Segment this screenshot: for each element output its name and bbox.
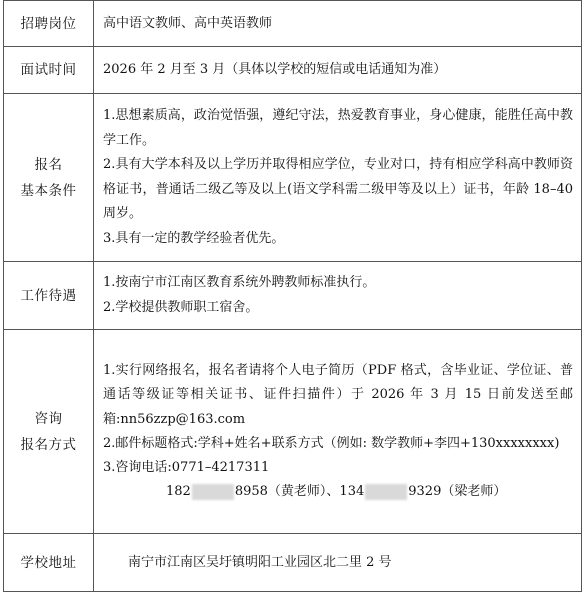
requirement-item: 3.具有一定的教学经验者优先。 [103,230,285,246]
redacted-blur [365,484,407,500]
application-item: 2.邮件标题格式:学科+姓名+联系方式（例如: 数学教师+李四+130xxxxxxxx) [103,436,560,452]
row-label-address [4,534,94,592]
phone-prefix: 182 [166,484,191,500]
row-content-application [94,330,582,534]
row-label-position [4,1,94,47]
phone-prefix: 134 [339,484,365,500]
benefit-item: 2.学校提供教师职工宿舍。 [103,299,259,315]
table-row [4,47,582,94]
phone-suffix: 8958（黄老师）、 [234,484,340,500]
label-text: 报名方式 [20,436,77,453]
address-text: 南宁市江南区吴圩镇明阳工业园区北二里 2 号 [128,554,392,570]
label-text: 工作待遇 [20,287,77,304]
table-row [4,94,582,262]
row-content-interview-time [94,47,582,94]
row-label-benefits [4,262,94,330]
table-row [4,1,582,47]
label-text: 基本条件 [20,182,77,199]
label-text: 学校地址 [20,554,77,571]
row-content-address [94,534,582,592]
requirement-item: 2.具有大学本科及以上学历并取得相应学位，专业对口，持有相应学科高中教师资格证书，普通话二级乙等及以上(语文学科需二级甲等及以上）证书，年龄 18–40 周岁。 [103,157,573,221]
table-row [4,534,582,592]
application-item: 3.咨询电话:0771–4217311 [103,460,270,476]
phone-suffix: 9329（梁老师） [408,484,507,500]
label-text: 咨询 [34,410,63,427]
label-text: 面试时间 [20,62,77,78]
row-label-requirements [4,94,94,262]
label-text: 报名 [34,156,63,173]
recruitment-info-table [3,0,582,592]
requirement-item: 1.思想素质高，政治觉悟强，遵纪守法，热爱教育事业，身心健康，能胜任高中教学工作。 [103,108,573,148]
row-content-requirements [94,94,582,262]
row-label-interview-time [4,47,94,94]
table-row [4,262,582,330]
redacted-blur [192,484,234,500]
benefit-item: 1.按南宁市江南区教育系统外聘教师标准执行。 [103,275,376,290]
interview-time-text: 2026 年 2 月至 3 月（具体以学校的短信或电话通知为准） [103,62,447,77]
application-item: 1.实行网络报名，报名者请将个人电子简历（PDF 格式，含毕业证、学位证、普通话等级证等相关证书、证件扫描件）于 2026 年 3 月 15 日前发送至邮箱:nn56zzp@163.com [103,362,573,427]
row-label-application [4,330,94,534]
label-text: 招聘岗位 [20,15,77,32]
row-content-benefits [94,262,582,330]
row-content-position [94,1,582,47]
contact-phones [103,480,573,504]
position-text: 高中语文教师、高中英语教师 [103,15,273,31]
table-row [4,330,582,534]
